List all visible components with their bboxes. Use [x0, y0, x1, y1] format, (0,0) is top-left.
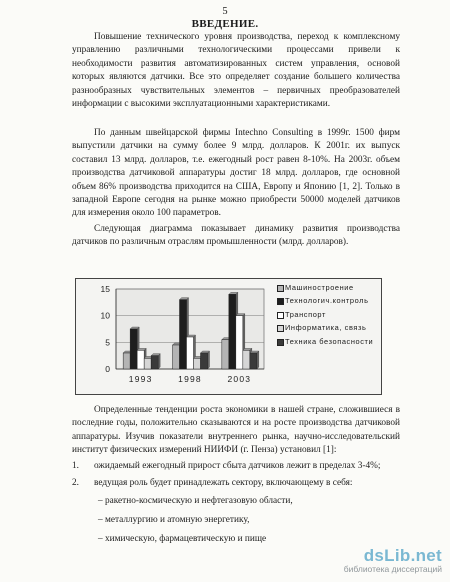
watermark: [344, 546, 442, 574]
y-tick-label: 15: [100, 284, 110, 294]
bar: [194, 358, 201, 369]
bar: [201, 353, 208, 369]
list-text: ведущая роль будет принадлежать сектору, включающему в себя:: [94, 478, 353, 488]
list-text: ожидаемый ежегодный прирост сбыта датчиков лежит в пределах 3-4%;: [94, 461, 381, 471]
list-number: 2.: [72, 478, 79, 488]
x-tick-label: 1998: [178, 374, 202, 384]
y-tick-label: 5: [105, 337, 110, 348]
bar: [123, 353, 130, 369]
legend-swatch: [277, 325, 284, 332]
bar-side: [208, 351, 210, 369]
paragraph: По данным швейцарской фирмы Intechno Consulting в 1999г. 1500 фирм выпустили датчики на сумму более 9 млрд. долларов. К 2001г. их выпуск составил 13 млрд. долларов, т.е. ежегодный рост равен 8-10%. На 2003г. объем производства датчиковой аппаратуры достиг 18 млрд. долларов, где основной объем 86% производства приходится на США, Европу и Японию [1, 2]. Только в западной Европе сегодня на рынке можно приобрести 50000 моделей датчиков для измерения около 100 параметров.: [72, 128, 400, 219]
legend-swatch: [277, 339, 284, 346]
legend-item: [277, 310, 381, 319]
legend-item: [277, 283, 381, 292]
paragraph: Повышение технического уровня производства, переход к комплексному управлению различными технологическими процессами привели к необходимости развития автоматизированных систем управления, основой которых являются датчики. Все это определяет создание большего количества разнообразных чувствительных элементов – первичных преобразователей информации с высокими эксплуатационными характеристиками.: [72, 32, 400, 110]
legend-label: Технологич.контроль: [285, 296, 369, 306]
bar: [222, 340, 229, 369]
legend-swatch: [277, 298, 284, 305]
x-tick-label: 2003: [227, 374, 252, 384]
legend-label: Транспорт: [285, 309, 326, 319]
bar: [187, 337, 194, 369]
bar-side: [257, 351, 259, 369]
legend-swatch: [277, 285, 284, 292]
bar: [180, 300, 187, 369]
legend-item: [277, 323, 381, 332]
legend-item: [277, 296, 381, 305]
bar: [130, 329, 137, 369]
legend-label: Техника безопасности: [285, 336, 374, 346]
legend-swatch: [277, 312, 284, 319]
paragraph: Определенные тенденции роста экономики в нашей стране, сложившиеся в последние годы, положительно сказываются и на росте производства датчиковой аппаратуры. Изучив показатели внутреннего рынка, научно-исследовательский институт физических измерений НИИФИ (г. Пенза) установил [1]:: [72, 405, 400, 456]
sublist-item: – ракетно-космическую и нефтегазовую области,: [98, 496, 293, 506]
bar: [236, 316, 243, 369]
bar: [173, 345, 180, 369]
watermark-logo: dsLib.net: [363, 546, 442, 565]
legend-label: Информатика, связь: [285, 323, 367, 333]
watermark-subtitle: библиотека диссертаций: [343, 564, 442, 574]
bar-side: [158, 354, 160, 369]
y-tick-label: 0: [105, 364, 110, 374]
chart-legend: [277, 283, 381, 350]
bar: [229, 294, 236, 369]
paragraph: Следующая диаграмма показывает динамику развития производства датчиков по различным отраслям промышленности (млрд. долларов).: [72, 224, 400, 248]
bar: [151, 356, 158, 369]
bar: [137, 350, 144, 369]
sublist-item: – химическую, фармацевтическую и пище: [98, 534, 267, 544]
y-tick-label: 10: [100, 310, 110, 321]
bar: [250, 353, 257, 369]
bar: [144, 358, 151, 369]
legend-item: [277, 337, 381, 346]
page-number: 5: [222, 6, 228, 17]
list-number: 1.: [72, 461, 79, 471]
sublist-item: – металлургию и атомную энергетику,: [98, 515, 250, 525]
page-title: ВВЕДЕНИЕ.: [191, 18, 259, 30]
bar: [243, 350, 250, 369]
x-tick-label: 1993: [128, 374, 153, 384]
legend-label: Машиностроение: [285, 283, 354, 292]
